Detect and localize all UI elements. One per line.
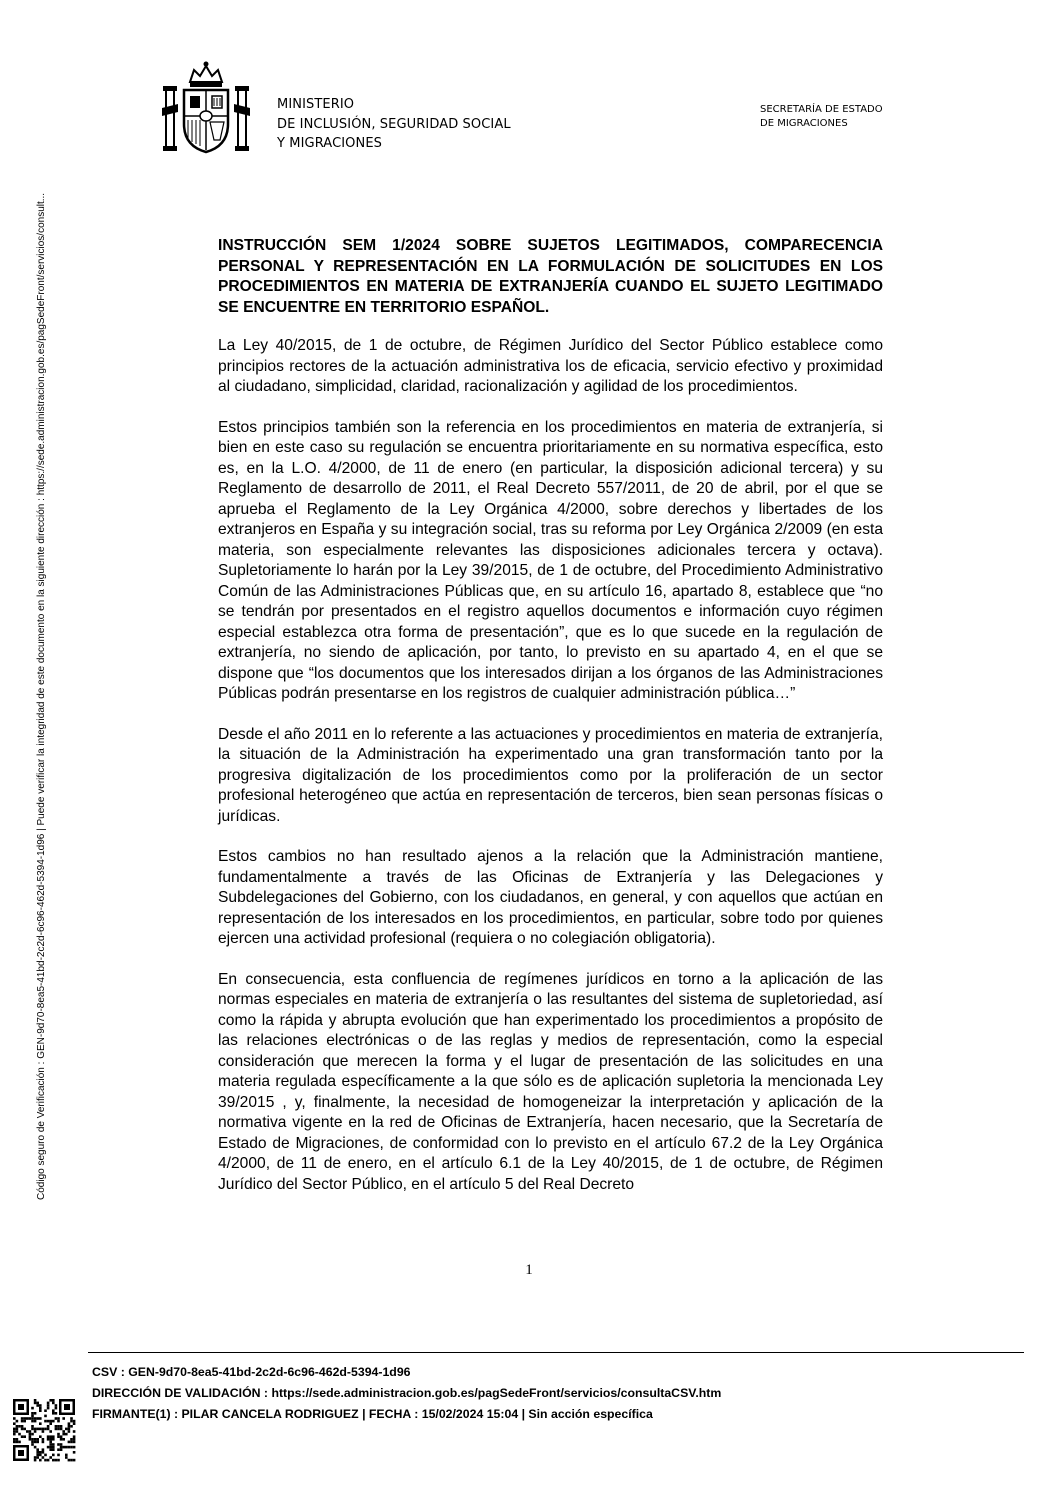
- footer-csv: CSV : GEN-9d70-8ea5-41bd-2c2d-6c96-462d-5394-1d96: [92, 1365, 411, 1379]
- paragraph-3: Desde el año 2011 en lo referente a las actuaciones y procedimientos en materia de extranjería, la situación de la Administración ha experimentado una gran transformación tanto por la progresiva digitalización de los procedimientos como por la proliferación de un sector profesional heterogéneo que actúa en representación de terceros, bien sean personas físicas o jurídicas.: [218, 725, 883, 825]
- ministry-line-2: DE INCLUSIÓN, SEGURIDAD SOCIAL: [277, 116, 511, 132]
- footer-validation-url[interactable]: DIRECCIÓN DE VALIDACIÓN : https://sede.administracion.gob.es/pagSedeFront/servicios/consultaCSV.htm: [92, 1386, 722, 1400]
- secretaria-line-2: DE MIGRACIONES: [760, 117, 848, 129]
- ministry-line-3: Y MIGRACIONES: [277, 136, 383, 151]
- paragraph-5: En consecuencia, esta confluencia de regímenes jurídicos en torno a la aplicación de las normas especiales en materia de extranjería o las resultantes del sistema de supletoriedad, así como la rápida y abrupta evolución que han experimentado los procedimientos a propósito de las relaciones electrónicas o de las reglas y medios de representación, como la especial consideración que merecen la forma y el lugar de presentación de las solicitudes en una materia regulada específicamente a la que sólo es de aplicación supletoria la mencionada Ley 39/2015 , y, finalmente, la necesidad de homogeneizar la interpretación y aplicación de la normativa vigente en la red de Oficinas de Extranjería, hacen necesario, que la Secretaría de Estado de Migraciones, de conformidad con lo previsto en el artículo 67.2 de la Ley Orgánica 4/2000, de 11 de enero, en el artículo 6.1 de la Ley 40/2015, de 1 de octubre, de Régimen Jurídico del Sector Público, en el artículo 5 del Real Decreto: [218, 970, 883, 1193]
- paragraph-4: Estos cambios no han resultado ajenos a la relación que la Administración mantiene, fundamentalmente a través de las Oficinas de Extranjería y las Delegaciones y Subdelegaciones del Gobierno, con los ciudadanos, en general, y con aquellos que actúan en representación de los interesados en los procedimientos, en particular, sobre todo por quienes ejercen una actividad profesional (requiera o no colegiación obligatoria).: [218, 848, 883, 947]
- paragraph-2: Estos principios también son la referencia en los procedimientos en materia de extranjería, si bien en este caso su regulación se encuentra prioritariamente en su normativa específica, esto es, en la L.O. 4/2000, de 11 de enero (en particular, la disposición adicional tercera) y su Reglamento de desarrollo de 2011, el Real Decreto 557/2011, de 20 de abril, por el que se aprueba el Reglamento de la Ley Orgánica 4/2000, sobre derechos y libertades de los extranjeros en España y su integración social, tras su reforma por Ley Orgánica 2/2009 (en esta materia, son especialmente relevantes las disposiciones adicionales tercera y octava). Supletoriamente lo harán por la Ley 39/2015, de 1 de octubre, del Procedimiento Administrativo Común de las Administraciones Públicas que, en su artículo 16, apartado 8, establece que “no se tendrán por presentados en el registro aquellos documentos e información cuyo régimen especial establezca otra forma de presentación”, que es lo que sucede en la regulación de extranjería, no siendo de aplicación, por tanto, lo previsto en su apartado 4, en el que se dispone que “los documentos que los interesados dirijan a los órganos de las Administraciones Públicas podrán presentarse en los registros de cualquier administración pública…”: [218, 418, 883, 702]
- document-title: INSTRUCCIÓN SEM 1/2024 SOBRE SUJETOS LEGITIMADOS, COMPARECENCIA PERSONAL Y REPRESENTACIÓN EN LA FORMULACIÓN DE SOLICITUDES EN LOS PROCEDIMIENTOS EN MATERIA DE EXTRANJERÍA CUANDO EL SUJETO LEGITIMADO SE ENCUENTRE EN TERRITORIO ESPAÑOL.: [218, 237, 883, 316]
- vertical-verification-text: Código seguro de Verificación : GEN-9d70-8ea5-41bd-2c2d-6c96-462d-5394-1d96 | Puede verificar la integridad de este documento en la siguiente dirección : https://sede.administracion.gob.es/pagSedeFront/servicios/consult...: [36, 192, 47, 1200]
- paragraph-1: La Ley 40/2015, de 1 de octubre, de Régimen Jurídico del Sector Público establece como principios rectores de la actuación administrativa los de eficacia, servicio efectivo y proximidad al ciudadano, simplicidad, claridad, racionalización y agilidad de los procedimientos.: [218, 337, 883, 395]
- footer-signature-block: [92, 1362, 721, 1425]
- footer-divider: [88, 1352, 1024, 1353]
- footer-signer: FIRMANTE(1) : PILAR CANCELA RODRIGUEZ | FECHA : 15/02/2024 15:04 | Sin acción específica: [92, 1407, 653, 1421]
- document-body: [218, 236, 883, 1215]
- ministry-name: [277, 95, 511, 154]
- secretaria-name: [760, 103, 883, 130]
- secretaria-line-1: SECRETARÍA DE ESTADO: [760, 104, 883, 115]
- coat-of-arms-icon: [160, 60, 252, 154]
- ministry-line-1: MINISTERIO: [277, 97, 355, 112]
- page-number: 1: [525, 1262, 533, 1278]
- qr-code-icon: [12, 1398, 76, 1462]
